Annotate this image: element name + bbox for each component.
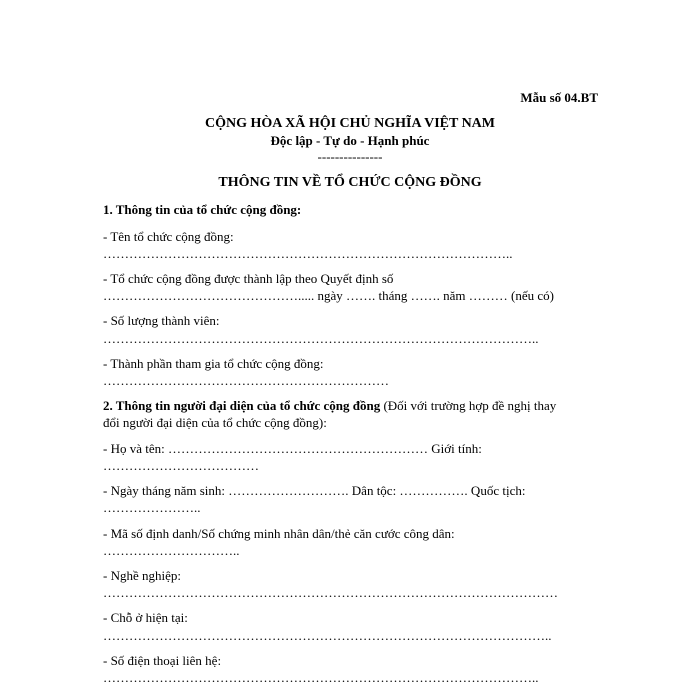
rep-id-label: - Mã số định danh/Số chứng minh nhân dân/thẻ căn cước công dân: [103, 526, 455, 541]
composition-label: - Thành phần tham gia tổ chức cộng đồng: [103, 356, 324, 371]
form-number: Mẫu số 04.BT [520, 90, 598, 105]
rep-name-field: ……………………………… [103, 458, 259, 473]
document-title: THÔNG TIN VỀ TỔ CHỨC CỘNG ĐỒNG [218, 175, 482, 190]
rep-residence-label: - Chỗ ở hiện tại: [103, 610, 188, 625]
members-field: ……………………………………………………………………………………….. [103, 331, 539, 346]
org-name-field: ………………………………………………………………………………….. [103, 246, 513, 261]
rep-phone-label: - Số điện thoại liên hệ: [103, 653, 222, 668]
header-rule: --------------- [317, 149, 383, 164]
section2-heading-note: (Đối với trường hợp đề nghị thay [380, 398, 557, 413]
national-motto: Độc lập - Tự do - Hạnh phúc [270, 133, 430, 148]
nation-header: CỘNG HÒA XÃ HỘI CHỦ NGHĨA VIỆT NAM [204, 116, 495, 131]
org-name-label: - Tên tổ chức cộng đồng: [103, 229, 234, 244]
rep-name-gender-line: - Họ và tên: …………………………………………………… Giới tính: [103, 441, 482, 456]
rep-occupation-label: - Nghề nghiệp: [103, 568, 181, 583]
section2-heading-line2: đổi người đại diện của tổ chức cộng đồng): [103, 415, 327, 430]
section2-heading [103, 398, 556, 414]
composition-field: ………………………………………………………… [103, 373, 389, 388]
decision-label: - Tổ chức cộng đồng được thành lập theo Quyết định số [103, 271, 394, 286]
rep-id-field: ………………………….. [103, 543, 240, 558]
section1-heading: 1. Thông tin của tổ chức cộng đồng: [103, 202, 302, 217]
rep-occupation-field: …………………………………………………………………………………………… [103, 585, 558, 600]
section2-heading-bold: 2. Thông tin người đại diện của tổ chức cộng đồng [103, 398, 381, 413]
rep-phone-field: ……………………………………………………………………………………….. [103, 670, 539, 685]
rep-residence-field: ………………………………………………………………………………………….. [103, 628, 552, 643]
rep-dob-ethnicity-nationality-line: - Ngày tháng năm sinh: ………………………. Dân tộc: ……………. Quốc tịch: [103, 483, 526, 498]
rep-nationality-field: ………………….. [103, 500, 201, 515]
members-label: - Số lượng thành viên: [103, 313, 220, 328]
decision-field: ………………………………………..... ngày ……. tháng ……. năm ……… (nếu có) [103, 288, 554, 303]
